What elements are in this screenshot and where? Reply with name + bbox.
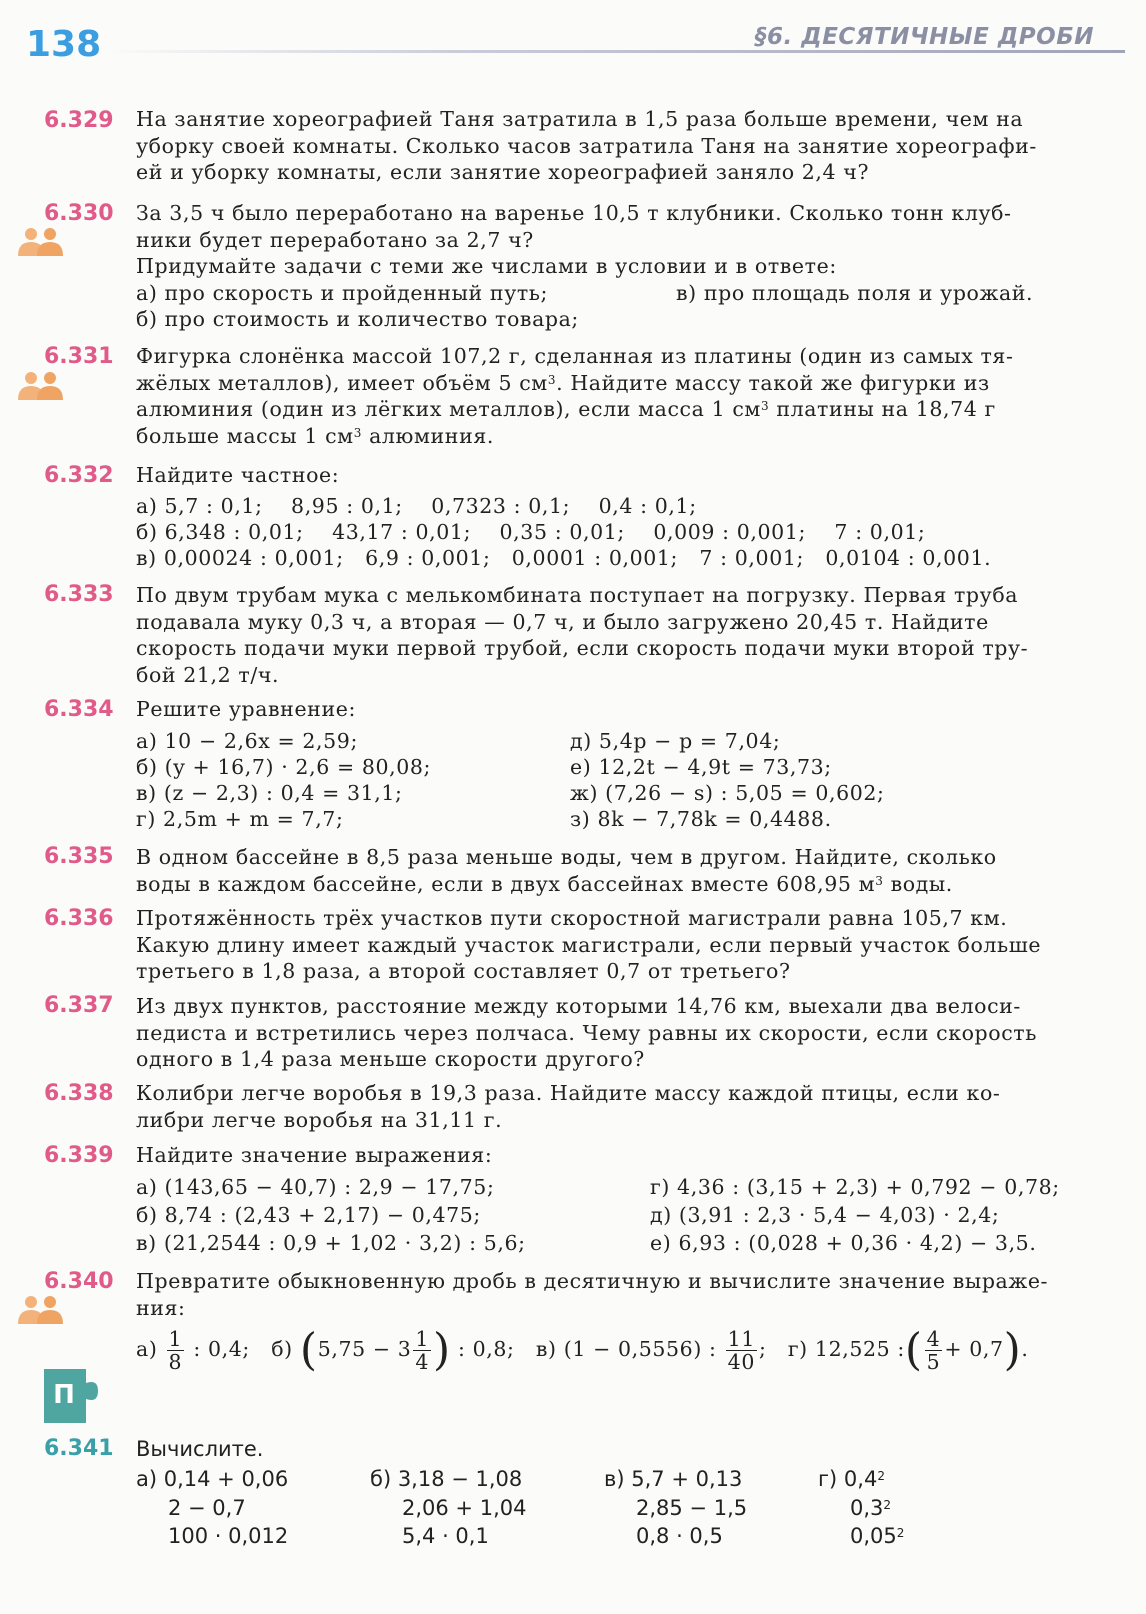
text-line: На занятие хореографией Таня затратила в 1,5 раза больше времени, чем на [136, 107, 1024, 131]
calc-item: б) 3,18 − 1,08 [370, 1467, 523, 1491]
pair-work-icon [14, 370, 66, 402]
equation: г) 2,5m + m = 7,7; [136, 807, 344, 831]
problem-title: Вычислите. [136, 1437, 264, 1461]
text-line: Колибри легче воробья в 19,3 раза. Найдите массу каждой птицы, если ко- [136, 1081, 1001, 1105]
equation: а) 10 − 2,6x = 2,59; [136, 729, 358, 753]
puzzle-icon [40, 1365, 104, 1427]
equation: в) (z − 2,3) : 0,4 = 31,1; [136, 781, 403, 805]
fraction: $\frac{11}{40}$ [727, 1327, 755, 1374]
calc-item: а) 0,14 + 0,06 [136, 1467, 289, 1491]
problem-text [136, 844, 1121, 897]
text-line: По двум трубам мука с мелькомбината поступает на погрузку. Первая труба [136, 583, 1019, 607]
problem-number: 6.339 [44, 1143, 114, 1168]
fraction: $\frac{4}{5}$ [926, 1327, 941, 1374]
text-line: За 3,5 ч было переработано на варенье 10,5 т клубники. Сколько тонн клуб- [136, 201, 1012, 225]
option-v: в) про площадь поля и урожай. [676, 281, 1034, 305]
expression: б) 8,74 : (2,43 + 2,17) − 0,475; [136, 1203, 481, 1227]
fraction: $\frac{1}{4}$ [415, 1327, 430, 1374]
text-line: В одном бассейне в 8,5 раза меньше воды, чем в другом. Найдите, сколько [136, 845, 997, 869]
problem-number: 6.341 [44, 1436, 114, 1461]
problem-text [136, 1080, 1121, 1133]
calc-item: 2 − 0,7 [168, 1496, 246, 1520]
option-label: г) [787, 1337, 808, 1361]
text-line: алюминия (один из лёгких металлов), если масса 1 $см^3$ платины на 18,74 г [136, 397, 996, 421]
text-line: бой 21,2 т/ч. [136, 662, 280, 687]
equation: е) 12,2t − 4,9t = 73,73; [570, 755, 832, 779]
option-b: б) про стоимость и количество товара; [136, 307, 579, 331]
calc-item: 2,06 + 1,04 [402, 1496, 527, 1520]
equation: д) 5,4p − p = 7,04; [570, 729, 781, 753]
problem-text [136, 343, 1121, 449]
problem-text [136, 106, 1121, 186]
problem-number: 6.336 [44, 906, 114, 931]
problem-number: 6.337 [44, 993, 114, 1018]
option-label: а) [136, 1337, 158, 1361]
text-line: скорость подачи муки первой трубой, если скорость подачи муки второй тру- [136, 636, 1029, 660]
pair-work-icon [14, 226, 66, 258]
problem-number: 6.334 [44, 697, 114, 722]
problem-number: 6.333 [44, 582, 114, 607]
svg-text:П: П [53, 1380, 75, 1410]
expression: е) 6,93 : (0,028 + 0,36 · 4,2) − 3,5. [650, 1231, 1037, 1255]
calc-item: в) 5,7 + 0,13 [604, 1467, 743, 1491]
problem-text [136, 582, 1121, 688]
problem-text [136, 993, 1121, 1073]
equation: ж) (7,26 − s) : 5,05 = 0,602; [570, 781, 885, 805]
calc-item: 0,8 · 0,5 [636, 1524, 723, 1548]
text-line: ния: [136, 1295, 186, 1320]
problem-title: Найдите частное: [136, 463, 340, 487]
pair-work-icon [14, 1294, 66, 1326]
page-number: 138 [26, 24, 102, 65]
text-line: больше массы 1 $см^3$ алюминия. [136, 423, 494, 448]
option-label: в) [535, 1337, 557, 1361]
calc-item: 0,05$^2$ [850, 1524, 905, 1548]
expression: г) 4,36 : (3,15 + 2,3) + 0,792 − 0,78; [650, 1175, 1060, 1199]
equation: з) 8k − 7,78k = 0,4488. [570, 807, 832, 831]
text-line: педиста и встретились через полчаса. Чему равны их скорости, если скорость [136, 1020, 1038, 1045]
problem-number: 6.340 [44, 1269, 114, 1294]
text-line: ники будет переработано за 2,7 ч? [136, 227, 534, 252]
text-line: Какую длину имеет каждый участок магистрали, если первый участок больше [136, 932, 1042, 957]
option-a: а) 5,7 : 0,1; 8,95 : 0,1; 0,7323 : 0,1; 0,4 : 0,1; [136, 494, 697, 518]
text-line: уборку своей комнаты. Сколько часов затратила Таня на занятие хореографи- [136, 133, 1037, 158]
expression: д) (3,91 : 2,3 · 5,4 − 4,03) · 2,4; [650, 1203, 1000, 1227]
option-a: а) про скорость и пройденный путь; [136, 281, 549, 305]
section-title: §6. ДЕСЯТИЧНЫЕ ДРОБИ [754, 24, 1094, 50]
text-line: одного в 1,4 раза меньше скорости другого? [136, 1047, 645, 1071]
text-line: Придумайте задачи с теми же числами в условии и в ответе: [136, 254, 837, 278]
text-line: подавала муку 0,3 ч, а вторая — 0,7 ч, и было загружено 20,45 т. Найдите [136, 609, 989, 634]
text-line: третьего в 1,8 раза, а второй составляет 0,7 от третьего? [136, 959, 791, 983]
text-line: Протяжённость трёх участков пути скоростной магистрали равна 105,7 км. [136, 906, 1008, 930]
fraction-expressions: а) $\frac{1}{8}$ : 0,4; б) (5,75 − 3 $\frac{1}{4}$ ) : 0,8; в) (1 − 0,5556) : $\frac{11}{40}$ ; г) 12,525 :( $\frac{4}{5}$ + 0,7). [136, 1324, 1029, 1376]
option-label: б) [271, 1337, 293, 1361]
calc-item: 100 · 0,012 [168, 1524, 289, 1548]
calc-item: г) $0,4^2$ [818, 1467, 885, 1491]
text-line: жёлых металлов), имеет объём 5 $см^3$. Найдите массу такой же фигурки из [136, 370, 990, 395]
fraction: $\frac{1}{8}$ [168, 1327, 183, 1374]
text-line: ей и уборку комнаты, если занятие хореографией заняло 2,4 ч? [136, 160, 870, 184]
problem-number: 6.338 [44, 1081, 114, 1106]
text-line: Превратите обыкновенную дробь в десятичную и вычислите значение выраже- [136, 1269, 1049, 1293]
problem-number: 6.331 [44, 344, 114, 369]
text-line: Фигурка слонёнка массой 107,2 г, сделанная из платины (один из самых тя- [136, 344, 1014, 368]
text-line: воды в каждом бассейне, если в двух бассейнах вместе 608,95 $м^3$ воды. [136, 871, 953, 896]
problem-text [136, 200, 1121, 280]
expression: а) (143,65 − 40,7) : 2,9 − 17,75; [136, 1175, 495, 1199]
problem-text [136, 1268, 1121, 1321]
expression: в) (21,2544 : 0,9 + 1,02 · 3,2) : 5,6; [136, 1231, 526, 1255]
problem-number: 6.329 [44, 108, 114, 133]
text-line: Из двух пунктов, расстояние между которыми 14,76 км, выехали два велоси- [136, 994, 1021, 1018]
calc-item: $0,3^2$ [850, 1496, 892, 1520]
problem-number: 6.332 [44, 463, 114, 488]
text-line: либри легче воробья на 31,11 г. [136, 1107, 503, 1132]
problem-title: Решите уравнение: [136, 697, 356, 721]
problem-number: 6.335 [44, 844, 114, 869]
option-v: в) 0,00024 : 0,001; 6,9 : 0,001; 0,0001 : 0,001; 7 : 0,001; 0,0104 : 0,001. [136, 546, 992, 570]
option-b: б) 6,348 : 0,01; 43,17 : 0,01; 0,35 : 0,01; 0,009 : 0,001; 7 : 0,01; [136, 520, 926, 544]
problem-title: Найдите значение выражения: [136, 1143, 493, 1167]
equation: б) (y + 16,7) · 2,6 = 80,08; [136, 755, 432, 779]
header-rule [105, 50, 1125, 53]
problem-number: 6.330 [44, 201, 114, 226]
problem-text [136, 905, 1121, 985]
calc-item: 5,4 · 0,1 [402, 1524, 489, 1548]
calc-item: 2,85 − 1,5 [636, 1496, 748, 1520]
